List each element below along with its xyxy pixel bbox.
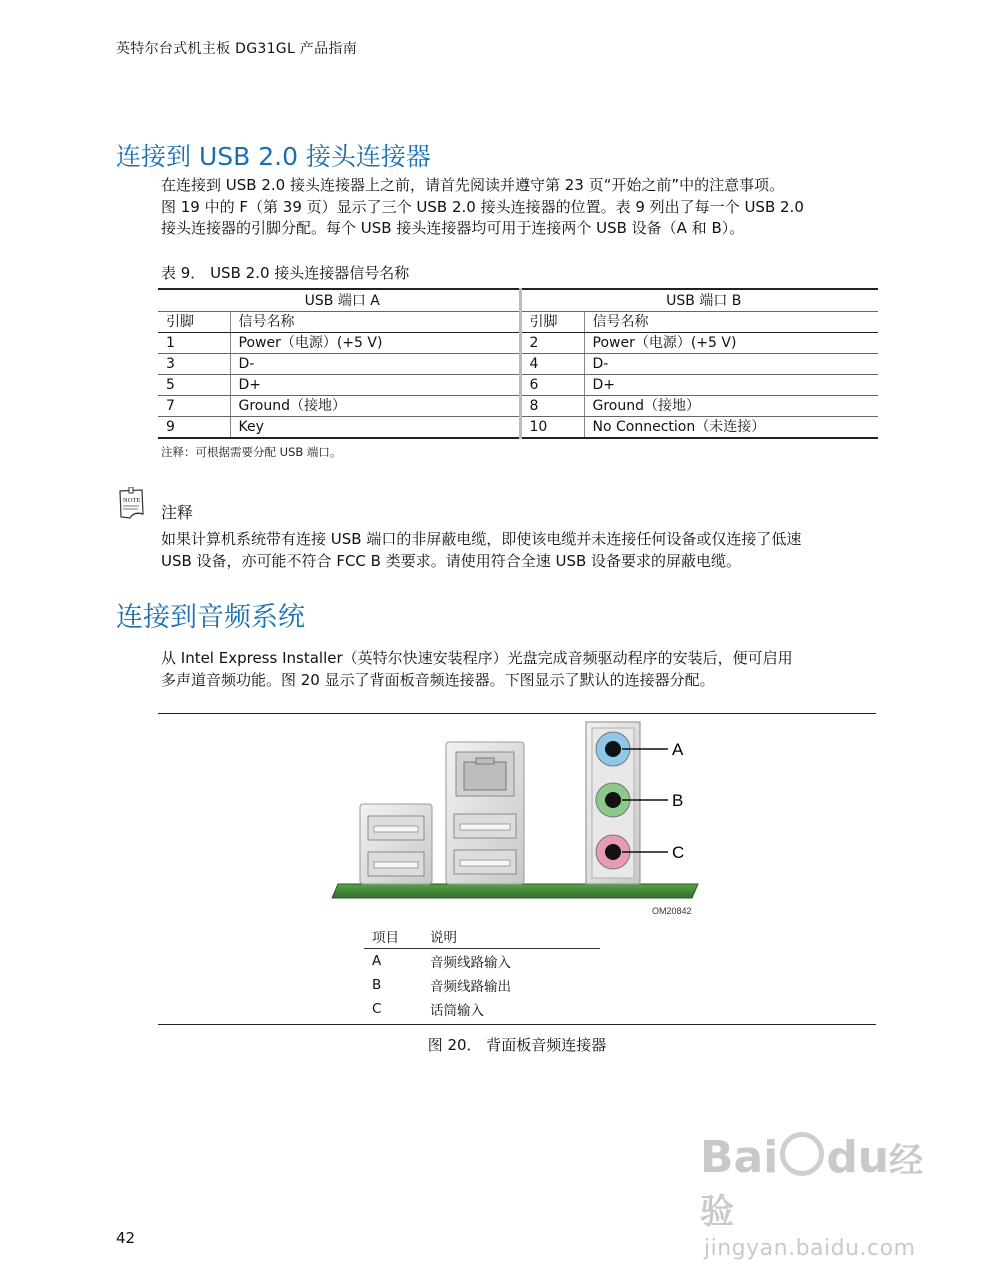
table-row	[158, 417, 878, 439]
signal-cell: D+	[584, 375, 878, 396]
legend-header-row	[364, 924, 600, 949]
table-row	[158, 333, 878, 354]
pin-cell: 3	[158, 354, 230, 375]
legend-col-item: 项目	[364, 924, 422, 949]
signal-cell: D+	[230, 375, 520, 396]
watermark-brand-du: du	[826, 1132, 890, 1183]
section-title-audio: 连接到音频系统	[116, 602, 305, 633]
pin-cell: 1	[158, 333, 230, 354]
connector-legend-table	[364, 924, 600, 1021]
note-text	[161, 529, 801, 572]
jack-hole	[605, 844, 621, 860]
audio-intro-paragraph	[161, 648, 793, 691]
signal-cell: Ground（接地）	[584, 396, 878, 417]
table-caption: 表 9． USB 2.0 接头连接器信号名称	[161, 264, 410, 282]
note-icon-label: NOTE	[123, 497, 141, 504]
note-title: 注释	[161, 503, 194, 522]
legend-col-desc: 说明	[422, 924, 600, 949]
legend-row	[364, 973, 600, 997]
jack-hole	[605, 792, 621, 808]
col-signal-b: 信号名称	[584, 312, 878, 333]
legend-item: C	[372, 1001, 382, 1017]
signal-cell: D-	[584, 354, 878, 375]
legend-desc: 音频线路输出	[430, 979, 511, 995]
col-signal-a: 信号名称	[230, 312, 520, 333]
legend-desc: 音频线路输入	[430, 955, 511, 971]
pin-cell: 6	[520, 375, 584, 396]
signal-cell: Power（电源）(+5 V)	[584, 333, 878, 354]
legend-item: A	[372, 953, 382, 969]
table-note: 注释：可根据需要分配 USB 端口。	[161, 445, 342, 459]
table-column-header-row	[158, 312, 878, 333]
rear-panel-illustration	[330, 718, 710, 918]
callout-label-a: A	[672, 740, 684, 759]
signal-cell: Ground（接地）	[230, 396, 520, 417]
legend-item: B	[372, 977, 382, 993]
legend-row	[364, 997, 600, 1021]
pin-cell: 2	[520, 333, 584, 354]
note-icon	[116, 487, 148, 521]
figure-code: OM20842	[652, 906, 692, 916]
figure-top-rule	[158, 713, 876, 714]
callout-label-b: B	[672, 791, 684, 810]
pin-cell: 4	[520, 354, 584, 375]
signal-cell: Key	[230, 417, 520, 439]
figure-bottom-rule	[158, 1024, 876, 1025]
paragraph-line: 在连接到 USB 2.0 接头连接器上之前，请首先阅读并遵守第 23 页“开始之前”中的注意事项。	[161, 176, 785, 194]
port-b-header: USB 端口 B	[520, 289, 878, 312]
section-title-usb: 连接到 USB 2.0 接头连接器	[116, 142, 431, 171]
port-a-header: USB 端口 A	[158, 289, 520, 312]
col-pin-b: 引脚	[520, 312, 584, 333]
running-header: 英特尔台式机主板 DG31GL 产品指南	[116, 41, 357, 57]
paragraph-line: 从 Intel Express Installer（英特尔快速安装程序）光盘完成音频驱动程序的安装后，便可启用	[161, 649, 793, 667]
col-pin-a: 引脚	[158, 312, 230, 333]
usb-intro-paragraph	[161, 175, 804, 240]
page-number: 42	[116, 1229, 136, 1247]
pin-cell: 5	[158, 375, 230, 396]
pin-cell: 10	[520, 417, 584, 439]
lan-usb-stack	[446, 742, 524, 884]
paw-icon	[780, 1132, 824, 1176]
baidu-watermark	[700, 1132, 940, 1261]
legend-row	[364, 949, 600, 974]
pin-cell: 8	[520, 396, 584, 417]
table-row	[158, 354, 878, 375]
watermark-brand-jingyan: 经验	[700, 1141, 924, 1232]
table-row	[158, 396, 878, 417]
paragraph-line: 接头连接器的引脚分配。每个 USB 接头连接器均可用于连接两个 USB 设备（A 和 B）。	[161, 219, 745, 237]
pin-cell: 9	[158, 417, 230, 439]
callout-label-c: C	[672, 843, 685, 862]
signal-cell: No Connection（未连接）	[584, 417, 878, 439]
figure-caption: 图 20． 背面板音频连接器	[427, 1036, 607, 1054]
paragraph-line: 图 19 中的 F（第 39 页）显示了三个 USB 2.0 接头连接器的位置。表 9 列出了每一个 USB 2.0	[161, 197, 804, 216]
signal-cell: D-	[230, 354, 520, 375]
table-port-header-row	[158, 289, 878, 312]
note-line: 如果计算机系统带有连接 USB 端口的非屏蔽电缆，即使该电缆并未连接任何设备或仅连接了低速	[161, 530, 802, 548]
circuit-board	[332, 884, 698, 898]
usb-stack-left	[360, 804, 432, 884]
pin-cell: 7	[158, 396, 230, 417]
watermark-brand: Bai	[700, 1132, 779, 1183]
legend-desc: 话筒输入	[430, 1003, 484, 1019]
jack-hole	[605, 741, 621, 757]
note-line: USB 设备，亦可能不符合 FCC B 类要求。请使用符合全速 USB 设备要求的屏蔽电缆。	[161, 551, 742, 570]
table-row	[158, 375, 878, 396]
paragraph-line: 多声道音频功能。图 20 显示了背面板音频连接器。下图显示了默认的连接器分配。	[161, 670, 715, 689]
usb-signal-table	[158, 288, 878, 439]
signal-cell: Power（电源）(+5 V)	[230, 333, 520, 354]
watermark-url: jingyan.baidu.com	[704, 1236, 916, 1261]
